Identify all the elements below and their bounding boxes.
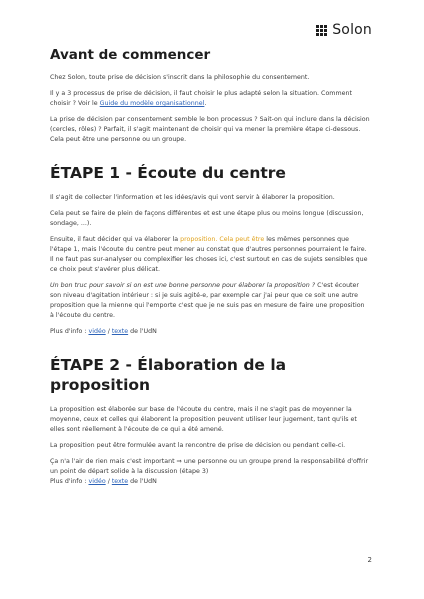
step2-text-link[interactable]: texte — [111, 478, 129, 485]
link-separator: / — [105, 478, 112, 485]
intro-paragraph-2 — [50, 89, 370, 109]
page-number: 2 — [367, 556, 372, 564]
more-info-suffix: de l'UdN — [128, 328, 157, 335]
more-info-label: Plus d'info : — [50, 328, 89, 335]
step1-paragraph-4 — [50, 281, 370, 321]
step1-paragraph-1: Il s'agit de collecter l'information et les idées/avis qui vont servir à élaborer la proposition. — [50, 194, 335, 201]
step2-title: ÉTAPE 2 - Élaboration de la proposition — [50, 356, 287, 394]
step2-paragraph-3: Ça n'a l'air de rien mais c'est important ⇒ une personne ou un groupe prend la responsabilité d'offrir un point de départ solide à la discussion (étape 3) — [50, 458, 369, 475]
step1-paragraph-3 — [50, 235, 370, 275]
more-info-suffix: de l'UdN — [128, 478, 157, 485]
step1-p3-text: Ensuite, il faut décider qui va élaborer la — [50, 236, 181, 243]
step2-video-link[interactable]: vidéo — [88, 478, 106, 485]
intro-paragraph-1: Chez Solon, toute prise de décision s'inscrit dans la philosophie du consentement. — [50, 74, 310, 81]
more-info-label: Plus d'info : — [50, 478, 89, 485]
brand-name: Solon — [332, 22, 372, 38]
intro-p2-end: . — [204, 100, 207, 107]
proposition-highlight: proposition — [180, 236, 216, 243]
proposition-highlight-after: . Cela peut être — [215, 236, 265, 243]
step1-paragraph-2: Cela peut se faire de plein de façons différentes et est une étape plus ou moins longue (discussion, sondage, ...). — [50, 210, 364, 227]
step2-paragraph-1: La proposition est élaborée sur base de l'écoute du centre, mais il ne s'agit pas de moyenner la moyenne, ceux et celles qui élaborent la proposition peuvent utiliser leur jugement, tant qu'ils et elles sont réellement à l'écoute de ce qui a été amené. — [50, 406, 357, 433]
intro-p2-text: Il y a 3 processus de prise de décision, il faut choisir le plus adapté selon la situation. Comment choisir ? Voir le — [50, 90, 352, 107]
step1-more-info — [50, 327, 370, 337]
guide-link[interactable]: Guide du modèle organisationnel — [99, 100, 205, 107]
intro-paragraph-3: La prise de décision par consentement semble le bon processus ? Sait-on qui inclure dans la décision (cercles, rôles) ? Parfait, il s'agit maintenant de choisir qui va mener la première étape ci-dessous. Cela peut être une personne ou un groupe. — [50, 116, 370, 143]
intro-title: Avant de commencer — [50, 47, 211, 63]
step1-text-link[interactable]: texte — [111, 328, 129, 335]
solon-logo — [316, 22, 372, 38]
grid-logo-icon — [316, 25, 327, 36]
link-separator: / — [105, 328, 112, 335]
step1-video-link[interactable]: vidéo — [88, 328, 106, 335]
step1-tip-question: Un bon truc pour savoir si on est une bonne personne pour élaborer la proposition ? — [50, 282, 316, 289]
document-content — [50, 46, 370, 493]
step2-paragraph-2: La proposition peut être formulée avant la rencontre de prise de décision ou pendant celle-ci. — [50, 442, 346, 449]
step1-tip-answer: C'est écouter son niveau d'agitation intérieur : si je suis agité-e, par exemple car j'ai peur que ce soit une autre proposition que la mienne qui l'emporte c'est que je ne suis pas en mesure de faire une proposition à l'écoute du centre. — [50, 282, 365, 319]
step1-title: ÉTAPE 1 - Écoute du centre — [50, 164, 286, 182]
step2-more-info — [50, 477, 370, 487]
step1-p3-rest: les mêmes personnes que l'étape 1, mais l'écoute du centre peut mener au constat que d'autres personnes pourraient le faire. Il ne faut pas sur-analyser ou complexifier les choses ici, c'est surtout en cas de sujets sensibles que ce choix peut s'avérer plus délicat. — [50, 236, 368, 273]
